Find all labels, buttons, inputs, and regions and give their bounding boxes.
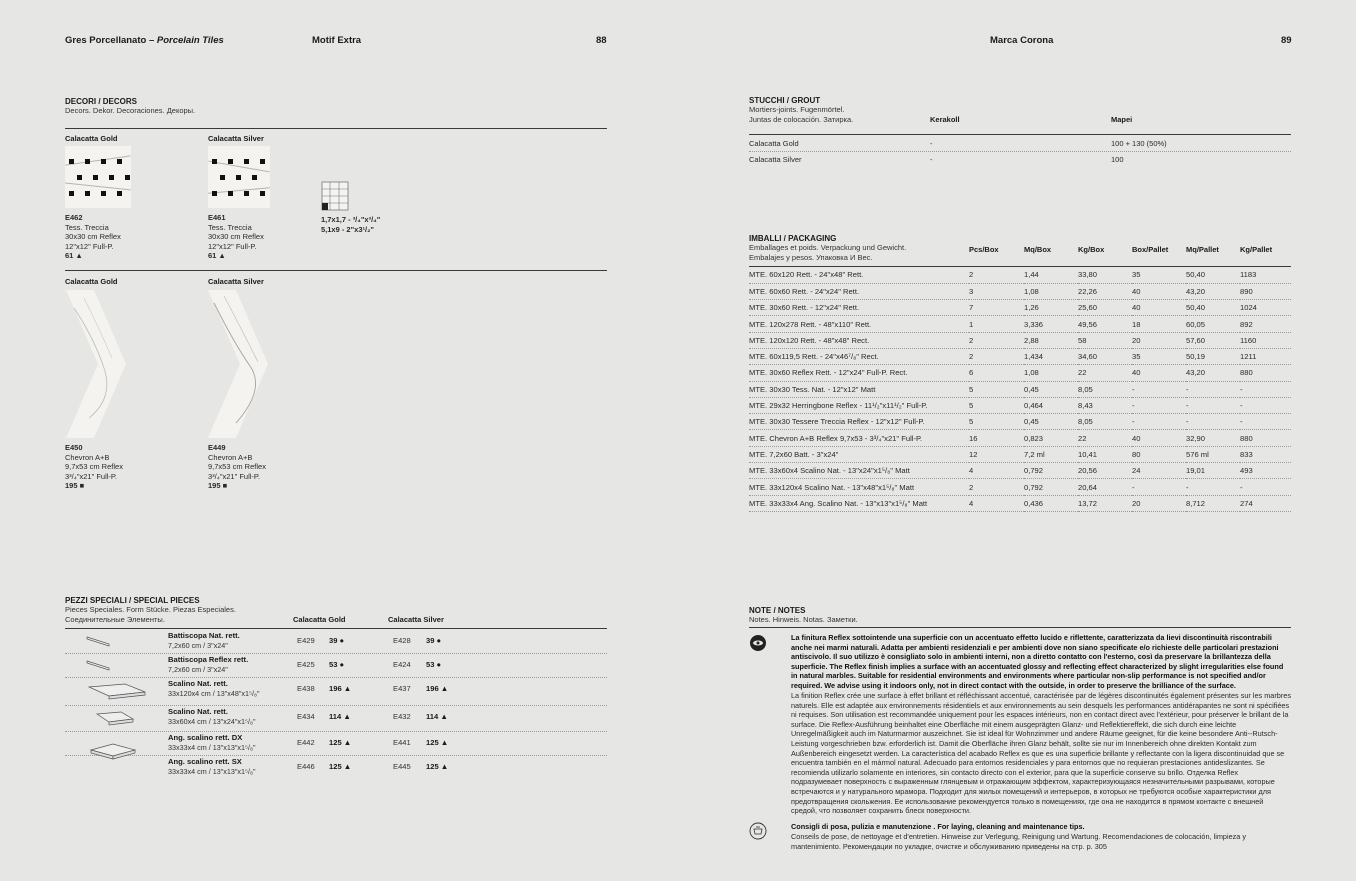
decori-subtitle: Decors. Dekor. Decoraciones. Декоры. [65,106,196,115]
table-row [749,446,1291,462]
value-cell: 43,20 [1186,283,1240,299]
table-row [749,316,1291,332]
product-cell: MTE. 7,2x60 Batt. - 3"x24" [749,446,969,462]
value-cell: 1 [969,316,1024,332]
value-cell: 25,60 [1078,300,1132,316]
value-cell: 1160 [1240,332,1291,348]
care-text: Conseils de pose, de nettoyage et d'entretien. Hinweise zur Verlegung, Reinigung und Wartung. Recomendaciones de colocación, limpieza y mantenimiento. Рекомендации по укладке, очистке и обслуживанию приведены на стр. р. 305 [791,832,1247,851]
decori-divider [65,270,607,271]
value-cell: - [1132,414,1186,430]
table-row: Scalino Nat. rett. 33x60x4 cm / 13"x24"x1⁵/₈" E434 114 ▲ E432 114 ▲ [65,706,607,732]
table-row: Battiscopa Nat. rett. 7,2x60 cm / 3"x24" E429 39 ● E428 39 ● [65,630,607,654]
value-cell: 2 [969,332,1024,348]
value-cell: 33,80 [1078,267,1132,283]
value-cell: 49,56 [1078,316,1132,332]
chevron-tile-image [206,288,270,440]
table-row [749,300,1291,316]
decor-name: Calacatta Gold [65,277,118,286]
value-cell: 0,436 [1024,495,1078,511]
packaging-table [749,267,1291,512]
brand-name: Marca Corona [990,35,1054,46]
value-cell: - [1240,479,1291,495]
table-row [749,397,1291,413]
value-cell: 57,60 [1186,332,1240,348]
value-cell: - [1186,414,1240,430]
table-row [749,463,1291,479]
product-cell: MTE. 60x119,5 Rett. - 24"x46⁷/₈" Rect. [749,348,969,364]
value-cell: 5 [969,381,1024,397]
skirting-icon [85,658,111,672]
value-cell: 3 [969,283,1024,299]
chevron-tile-image [64,288,128,440]
value-cell: - [1186,479,1240,495]
decor-info: E461 Tess. Treccia 30x30 cm Reflex 12"x12" Full-P. 61 ▲ [208,213,264,261]
value-cell: - [1186,397,1240,413]
skirting-icon [85,634,111,648]
value-cell: 0,792 [1024,479,1078,495]
table-row [749,381,1291,397]
decor-info: E462 Tess. Treccia 30x30 cm Reflex 12"x12" Full-P. 61 ▲ [65,213,121,261]
value-cell: 20 [1132,495,1186,511]
value-cell: 32,90 [1186,430,1240,446]
imballi-subtitle: Emballages et poids. Verpackung und Gewicht. Embalajes y pesos. Упаковка И Вес. [749,243,907,262]
value-cell: 80 [1132,446,1186,462]
pezzi-subtitle: Pieces Speciales. Form Stücke. Piezas Especiales. Соединительные Элементы. [65,605,236,624]
product-cell: MTE. 33x120x4 Scalino Nat. - 13"x48"x1⁵/₈" Matt [749,479,969,495]
maintenance-icon [749,822,767,840]
decor-info: E450 Chevron A+B 9,7x53 cm Reflex 3³/₄"x21" Full-P. 195 ■ [65,443,123,491]
treccia-tile-image [208,146,270,208]
table-row: Calacatta Silver - 100 [749,155,1124,164]
table-row: Calacatta Gold - 100 + 130 (50%) [749,136,1291,152]
table-row [749,348,1291,364]
value-cell: 0,45 [1024,381,1078,397]
note-subtitle: Notes. Hinweis. Notas. Заметки. [749,615,858,624]
table-row [749,414,1291,430]
pezzi-divider [65,628,607,629]
table-row [749,430,1291,446]
table-row: Ang. scalino rett. DX 33x33x4 cm / 13"x13"x1⁵/₈" E442 125 ▲ E441 125 ▲ [65,732,607,756]
value-cell: 8,712 [1186,495,1240,511]
value-cell: 10,41 [1078,446,1132,462]
product-cell: MTE. 29x32 Herringbone Reflex - 11¹/₂"x11¹/₂" Full-P. [749,397,969,413]
value-cell: 8,05 [1078,414,1132,430]
page-header-left-title: Gres Porcellanato – Porcelain Tiles [65,35,224,46]
product-cell: MTE. 33x33x4 Ang. Scalino Nat. - 13"x13"x1⁵/₈" Matt [749,495,969,511]
value-cell: 1,26 [1024,300,1078,316]
stucchi-title: STUCCHI / GROUT [749,96,821,105]
pezzi-title: PEZZI SPECIALI / SPECIAL PIECES [65,596,200,605]
size-note: 1,7x1,7 - ³/₄"x³/₄" 5,1x9 - 2"x3¹/₂" [321,215,381,234]
value-cell: 2 [969,348,1024,364]
value-cell: 274 [1240,495,1291,511]
product-cell: MTE. 60x120 Rett. - 24"x48" Rett. [749,267,969,283]
value-cell: 40 [1132,430,1186,446]
value-cell: 892 [1240,316,1291,332]
value-cell: 2 [969,267,1024,283]
value-cell: 60,05 [1186,316,1240,332]
pezzi-col-silver: Calacatta Silver [388,615,444,624]
value-cell: 0,45 [1024,414,1078,430]
care-title: Consigli di posa, pulizia e manutenzione . For laying, cleaning and maintenance tips. [791,822,1085,831]
value-cell: 0,464 [1024,397,1078,413]
value-cell: 22,26 [1078,283,1132,299]
page-number-left: 88 [596,35,607,46]
value-cell: 2,88 [1024,332,1078,348]
step-icon [87,682,147,700]
value-cell: 1,08 [1024,283,1078,299]
stucchi-col-kerakoll: Kerakoll [930,115,960,124]
value-cell: - [1132,381,1186,397]
value-cell: 40 [1132,283,1186,299]
value-cell: 890 [1240,283,1291,299]
page-number-right: 89 [1281,35,1292,46]
value-cell: 20,56 [1078,463,1132,479]
value-cell: 35 [1132,348,1186,364]
decor-name: Calacatta Silver [208,277,264,286]
value-cell: - [1132,479,1186,495]
value-cell: 7,2 ml [1024,446,1078,462]
decori-divider [65,128,607,129]
value-cell: 833 [1240,446,1291,462]
value-cell: - [1240,381,1291,397]
note-divider [749,627,1291,628]
product-cell: MTE. 33x60x4 Scalino Nat. - 13"x24"x1⁵/₈" Matt [749,463,969,479]
table-row: Ang. scalino rett. SX 33x33x4 cm / 13"x13"x1⁵/₈" E446 125 ▲ E445 125 ▲ [168,757,449,776]
decori-title: DECORI / DECORS [65,97,138,106]
value-cell: 12 [969,446,1024,462]
table-row [749,479,1291,495]
value-cell: 880 [1240,430,1291,446]
value-cell: 1,08 [1024,365,1078,381]
stucchi-col-mapei: Mapei [1111,115,1133,124]
value-cell: - [1240,397,1291,413]
product-cell: MTE. 30x30 Tess. Nat. - 12"x12" Matt [749,381,969,397]
product-cell: MTE. 120x120 Rett. - 48"x48" Rect. [749,332,969,348]
value-cell: 16 [969,430,1024,446]
table-row: Scalino Nat. rett. 33x120x4 cm / 13"x48"x1⁵/₈" E438 196 ▲ E437 196 ▲ [65,678,607,706]
value-cell: 18 [1132,316,1186,332]
table-row [749,267,1291,283]
step-icon [95,710,135,728]
note-reflex-body: La finition Reflex crée une surface à effet brillant et réfléchissant accentué, caractérisée par de légères discontinuités également présentes sur les marbres naturels. Elle est adaptée aux environnements résidentiels et aux environnements au sein desquels les performances antidérapantes ne sont ni spécifiées ni requises. Son utilisation est recommandée uniquement pour les espaces intérieurs, non en contact direct avec l'extérieur, pour préserver le brillant de la surface. Die Reflex-Ausführung beinhaltet eine Oberfläche mit einem ausgeprägten Glanz- und Reflektiereffekt, die sich durch eine leichte Unregelmäßigkeit auch im Naturmarmor auszeichnet. Sie ist ideal für Wohnzimmer und andere Räume geeignet, für die keine besondere Anti--Rutsch-Leistung vorgeschrieben bzw. erforderlich ist. Damit die Oberfläche ihren Glanz behält, sollte sie nur im Innenbereich ohne direkten Kontakt zum Außenbereich eingesetzt werden. La característica del acabado Reflex es que es una superficie brillante y reflectante con la ligera discontinuidad que se encuentra también en el mármol natural. Adecuado para entornos residenciales y para entornos que no requieran prestaciones antideslizantes. Se recomienda utilizarlo solamente en interiores, sin contacto directo con el exterior, para que la superficie conserve su brillo. Отделка Reflex подразумевает поверхность с выраженным глянцевым и отражающим эффектом, характеризующаяся незначительными разрывами, которые встречаются и у натурального мрамора. Подходит для жилых помещений и интерьеров, в которых не требуются особые характеристики для предотвращения скольжения. Ее использование рекомендуется только в помещениях, где она не находится в прямом контакте с внешней средой, что позволяет сохранить блеск поверхности. [791,691,1291,816]
value-cell: 8,43 [1078,397,1132,413]
value-cell: 40 [1132,365,1186,381]
value-cell: 880 [1240,365,1291,381]
value-cell: 50,40 [1186,300,1240,316]
value-cell: 50,40 [1186,267,1240,283]
stucchi-divider [749,134,1291,135]
value-cell: 576 ml [1186,446,1240,462]
imballi-title: IMBALLI / PACKAGING [749,234,837,243]
decor-info: E449 Chevron A+B 9,7x53 cm Reflex 3³/₄"x21" Full-P. 195 ■ [208,443,266,491]
value-cell: - [1240,414,1291,430]
product-cell: MTE. 30x60 Rett. - 12"x24" Rett. [749,300,969,316]
value-cell: 8,05 [1078,381,1132,397]
note-title: NOTE / NOTES [749,606,806,615]
value-cell: 50,19 [1186,348,1240,364]
value-cell: 4 [969,495,1024,511]
value-cell: 0,823 [1024,430,1078,446]
value-cell: 7 [969,300,1024,316]
table-row [749,332,1291,348]
value-cell: 43,20 [1186,365,1240,381]
decor-name: Calacatta Silver [208,134,264,143]
value-cell: 1183 [1240,267,1291,283]
value-cell: 1,434 [1024,348,1078,364]
product-cell: MTE. 30x30 Tessere Treccia Reflex - 12"x12" Full-P. [749,414,969,430]
value-cell: 34,60 [1078,348,1132,364]
value-cell: 5 [969,414,1024,430]
value-cell: 1024 [1240,300,1291,316]
product-cell: MTE. 60x60 Rett. - 24"x24" Rett. [749,283,969,299]
value-cell: 1211 [1240,348,1291,364]
value-cell: 2 [969,479,1024,495]
product-cell: MTE. 120x278 Rett. - 48"x110" Rett. [749,316,969,332]
value-cell: 24 [1132,463,1186,479]
treccia-tile-image [65,146,131,208]
pezzi-col-gold: Calacatta Gold [293,615,346,624]
value-cell: 22 [1078,365,1132,381]
value-cell: 22 [1078,430,1132,446]
decor-name: Calacatta Gold [65,134,118,143]
value-cell: 19,01 [1186,463,1240,479]
value-cell: - [1186,381,1240,397]
value-cell: 58 [1078,332,1132,348]
collection-name: Motif Extra [312,35,362,46]
value-cell: 6 [969,365,1024,381]
stucchi-subtitle: Mortiers-joints. Fugenmörtel. Juntas de colocación. Затирка. [749,105,854,124]
value-cell: 5 [969,397,1024,413]
value-cell: 4 [969,463,1024,479]
reflex-finish-icon [749,634,767,652]
note-reflex-bold: La finitura Reflex sottointende una superficie con un accentuato effetto lucido e riflettente, caratterizzata da lievi discontinuità riscontrabili anche nei marmi naturali. Adatta per ambienti residenziali e per ambienti dove non siano specificate e/o richieste delle particolari prestazioni antiscivolo. Il suo utilizzo è consigliato solo in ambienti interni, non a diretto contatto con l'esterno, così da preservare la brillantezza della superficie. The Reflex finish implies a surface with an accentuated glossy and reflecting effect characterized by slight irregularities else found in natural marbles. Suitable for residential environments and environments where particular non-slip performance is not specified and/or required. We advise using it indoors only, not in direct contact with the outside, in order to preserve the brilliance of the surface. [791,633,1284,690]
value-cell: 35 [1132,267,1186,283]
product-cell: MTE. 30x60 Reflex Rett. - 12"x24" Full-P. Rect. [749,365,969,381]
value-cell: 493 [1240,463,1291,479]
value-cell: 13,72 [1078,495,1132,511]
table-row [749,365,1291,381]
value-cell: 20,64 [1078,479,1132,495]
value-cell: 3,336 [1024,316,1078,332]
value-cell: 0,792 [1024,463,1078,479]
table-row: Battiscopa Reflex rett. 7,2x60 cm / 3"x24" E425 53 ● E424 53 ● [65,654,607,678]
pattern-diagram-icon [321,181,349,211]
value-cell: 20 [1132,332,1186,348]
table-row [749,283,1291,299]
value-cell: 1,44 [1024,267,1078,283]
table-row [749,495,1291,511]
product-cell: MTE. Chevron A+B Reflex 9,7x53 - 3³/₄"x21" Full-P. [749,430,969,446]
value-cell: 40 [1132,300,1186,316]
value-cell: - [1132,397,1186,413]
